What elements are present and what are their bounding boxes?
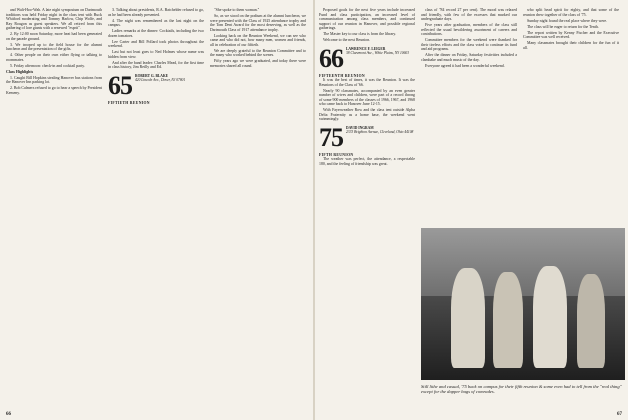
paragraph: 2. By 12:00 noon Saturday, more heat had been generated on the parade ground. <box>6 32 102 41</box>
paragraph: 3. We trooped up to the field house for the alumni luncheon and the presentation of the gifts. <box>6 42 102 51</box>
class-secretary-address: 420 Lincoln Ave., Dover, NJ 07801 <box>135 77 186 82</box>
paragraph: "She spoke to them woman." <box>214 8 260 12</box>
paragraph: 4. The night was remembered as the last night on the campus. <box>108 18 204 27</box>
paragraph: 1. Caught Bill Hopkins stealing Hanover bus stations from the Hanover Inn parking lot. <box>6 75 102 84</box>
paragraph: 2. Bob Calmers refused to go to hear a speech by President Kemeny. <box>6 86 102 95</box>
left-page <box>0 0 313 420</box>
figure-silhouette <box>577 274 605 368</box>
paragraph: Committee members for the weekend were thanked for their tireless efforts and the class voted to continue its fund and aid programs. <box>421 38 517 51</box>
paragraph: We are deeply grateful to the Reunion Committee and to the many who worked behind the scenes. <box>210 48 306 57</box>
left-col-3 <box>210 8 306 70</box>
reunion-heading: FIFTEENTH REUNION <box>319 73 365 78</box>
paragraph: who split head spirit for eighty, and that some of the reunion drew together of the class of '75. <box>523 8 619 17</box>
page-number: 66 <box>6 412 11 417</box>
paragraph: Everyone agreed it had been a wonderful weekend. <box>425 63 505 68</box>
paragraph: Sunday night found the real place where they were. <box>527 18 608 23</box>
figure-silhouette <box>533 266 567 368</box>
class-heading-66 <box>319 47 415 71</box>
paragraph: Five years after graduation, members of the class still reflected the usual bewildering assortment of careers and contributions. <box>421 23 517 36</box>
paragraph: Nearly 90 classmates, accompanied by an even greater number of wives and children, were part of a record throng of some 900 members of the classes of 1966, 1967, and 1968 who came back to Hanover June 12-15. <box>319 88 415 106</box>
class-secretary-address: 2333 Brighton Avenue, Cleveland, Ohio 44108 <box>346 129 414 134</box>
paragraph: After the dinner on Friday, Saturday festivities included a clambake and much music of the day. <box>421 53 517 62</box>
paragraph: class of "84 record 27 per cent). The mood was relaxed and friendly, with few of the excesses that marked our undergraduate days. <box>421 8 517 21</box>
right-col-1 <box>319 8 415 168</box>
right-col-2 <box>421 8 517 70</box>
paragraph: With Fayerweather Row and the class tent outside Alpha Delta Fraternity as a home base, the weekend went swimmingly. <box>319 108 415 121</box>
paragraph: It was the best of times, it was the Reunion. It was the Reunions of the Class of '66. <box>319 78 415 87</box>
class-secretary-address: 38 Claremont Ave., White Plains, NY 10603 <box>346 50 409 55</box>
paragraph: Ladies remarks at the dinner: Cocktails, including the two dozen tomatoes. <box>108 29 204 38</box>
paragraph: The Master key to our class is from the library. <box>323 32 397 36</box>
class-number: 66 <box>319 46 343 71</box>
paragraph: 4. Other people on their own either flying or talking to roommates. <box>6 53 102 62</box>
paragraph: Many classmates brought their children for the fun of it all. <box>523 41 619 50</box>
class-secretary-name: ROBERT G. BLAKE <box>135 73 169 78</box>
paragraph: The class will be eager to return for the Tenth. <box>527 24 599 29</box>
paragraph: 3. Talking about presidents, R.A. Batchelder refused to go, as he had been already presented. <box>108 8 204 17</box>
left-col-1 <box>6 8 102 97</box>
class-heading-75 <box>319 126 415 150</box>
class-secretary-name: LAWRENCE F. LEIGER <box>346 46 386 51</box>
figure-silhouette <box>451 268 485 368</box>
right-col-3 <box>523 8 619 52</box>
page-number: 67 <box>617 412 622 417</box>
paragraph: 5. Friday afternoon: check-in and cocktail party. <box>10 63 85 68</box>
paragraph: So, as we stood on the podium at the alumni luncheon, we were presented with the Class of 1925 attendance trophy and the Tom Dent Award for the most deserving, as well as the Dartmouth Class of 1917 attendance trophy. <box>210 14 306 32</box>
sub-heading: Class Highlights <box>6 69 34 74</box>
paragraph: Fifty years ago we were graduated, and today there were memories shared all round. <box>210 59 306 68</box>
right-page <box>315 0 628 420</box>
reunion-heading: FIFTH REUNION <box>319 152 354 157</box>
paragraph: The report written by Kenny Fischer and the Executive Committee was well received. <box>523 30 619 39</box>
class-number: 65 <box>108 73 132 98</box>
paragraph: Welcome to the next Reunion. <box>323 38 371 42</box>
paragraph: and Walt-Hoo-Wah. A late night symposium on Dartmouth traditions was held Friday night in the class tent with Buck Whitford moderating and Tommy Harlow, Chip Wolfe, and Ray Rougon as guest speakers. We all retired from this gathering of lore giants with a renewed "esprit". <box>6 8 102 30</box>
class-number: 75 <box>319 125 343 150</box>
class-secretary-name: DAVID INGRAM <box>346 125 374 130</box>
reunion-photo <box>421 228 625 380</box>
left-col-2 <box>108 8 204 105</box>
figure-silhouette <box>493 272 523 368</box>
paragraph: Last but not least goes to Ned Holmes whose name was hidden from view. <box>108 50 204 59</box>
class-heading-65 <box>108 74 204 98</box>
paragraph: Lee Carter and Bill Pollard took photos throughout the weekend. <box>108 39 204 48</box>
paragraph: And after the band leader: Charles Mead, for the first time in class history, Jim Reilly and Ed. <box>108 60 204 69</box>
reunion-heading: FIFTIETH REUNION <box>108 100 150 105</box>
paragraph: Proposed goals for the next five years include increased Fund and class participation, an increased level of communication among class members, and continued support of our reunion in Hanover, and possible regional gatherings. <box>319 8 415 30</box>
photo-caption: Still lithe and casual, '75 back on campus for their fifth reunion & some even had to tell from the "real thing" except for the dapper bags of comrades. <box>421 384 622 395</box>
paragraph: The weather was perfect, the attendance, a respectable 180, and the feeling of friendship was great. <box>319 157 415 166</box>
paragraph: Looking back on the Reunion Weekend, we can see who came and who did not, how many men, women and friends, all in celebration of our fiftieth. <box>210 33 306 47</box>
